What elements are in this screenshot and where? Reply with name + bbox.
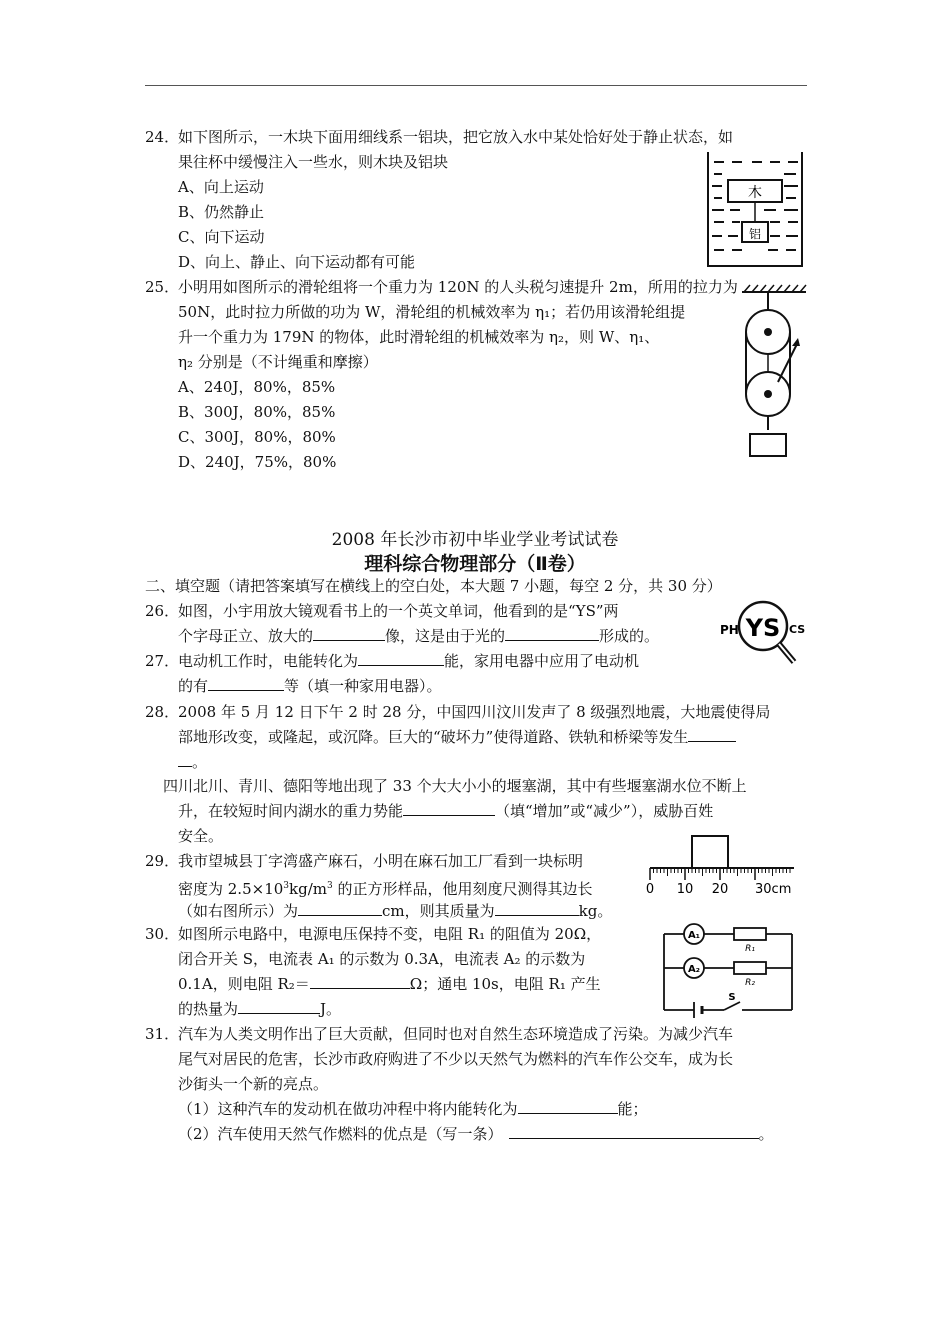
beaker-figure (704, 150, 806, 270)
answer-blank[interactable] (505, 626, 599, 641)
switch-label: S (728, 992, 736, 1003)
question-number: 31． (145, 1025, 180, 1043)
superscript: 3 (283, 881, 290, 891)
letters-ph: PH (720, 623, 739, 637)
question-text (178, 626, 659, 646)
ruler-tick-label: 20 (711, 882, 729, 897)
answer-blank[interactable] (509, 1124, 759, 1139)
question-text: 2008 年 5 月 12 日下午 2 时 28 分，中国四川汶川发声了 8 级强烈地震，大地震使得局 (178, 703, 771, 721)
question-text: η₂ 分别是（不计绳重和摩擦） (178, 353, 378, 371)
text-part: （2）汽车使用天然气作燃料的优点是（写一条） (178, 1125, 503, 1143)
text-part: 能； (617, 1100, 648, 1118)
text-part: 像，这是由于光的 (385, 627, 506, 645)
text-part: （填“增加”或“减少”），威胁百姓 (495, 802, 714, 820)
header-rule (145, 85, 807, 86)
answer-blank[interactable] (313, 626, 385, 641)
letters-cs: CS (789, 623, 806, 636)
superscript: 3 (326, 881, 333, 891)
text-part: 部地形改变，或隆起，或沉降。巨大的“破坏力”使得道路、铁轨和桥梁等发生 (178, 728, 689, 746)
question-text: 闭合开关 S，电流表 A₁ 的示数为 0.3A，电流表 A₂ 的示数为 (178, 950, 586, 968)
text-part: 能，家用电器中应用了电动机 (444, 652, 640, 670)
text-part: 等（填一种家用电器）。 (284, 677, 442, 695)
option-b: B、300J，80%，85% (178, 403, 336, 421)
ammeter-a1-icon: A₁ (687, 930, 701, 941)
sub-question-1 (178, 1099, 648, 1119)
question-text: 四川北川、青川、德阳等地出现了 33 个大大小小的堰塞湖，其中有些堰塞湖水位不断上 (163, 777, 747, 795)
resistor-r1-label: R₁ (745, 944, 755, 954)
text-part: Ω；通电 10s，电阻 R₁ 产生 (409, 975, 601, 993)
aluminum-label: 铝 (748, 227, 762, 241)
text-part: 形成的。 (599, 627, 660, 645)
text-part: （1）这种汽车的发动机在做功冲程中将内能转化为 (178, 1100, 518, 1118)
text-part: 0.1A，则电阻 R₂＝ (178, 975, 310, 993)
question-text (178, 901, 612, 921)
question-text (178, 727, 736, 747)
question-text (178, 974, 601, 994)
text-part: kg/m (289, 880, 327, 898)
question-text (178, 999, 341, 1019)
text-part: （如右图所示）为 (178, 902, 299, 920)
answer-blank[interactable] (238, 999, 320, 1014)
answer-blank[interactable] (518, 1099, 618, 1114)
option-a: A、240J，80%，85% (178, 378, 336, 396)
text-part: 电动机工作时，电能转化为 (178, 652, 359, 670)
text-part: 升，在较短时间内湖水的重力势能 (178, 802, 404, 820)
text-part: 的有 (178, 677, 209, 695)
letters-ys: YS (745, 614, 781, 642)
question-text (178, 801, 713, 821)
text-part: J。 (320, 1000, 342, 1018)
question-text (178, 676, 442, 696)
text-part: cm，则其质量为 (382, 902, 495, 920)
text-part: 。 (192, 753, 208, 771)
magnifier-figure (718, 596, 806, 668)
answer-blank[interactable] (310, 974, 410, 989)
option-d: D、240J，75%，80% (178, 453, 337, 471)
question-number: 26． (145, 602, 180, 620)
option-a: A、向上运动 (178, 178, 264, 196)
pulley-figure (738, 282, 810, 460)
answer-blank[interactable] (208, 676, 284, 691)
question-number: 25． (145, 278, 180, 296)
answer-blank[interactable] (178, 752, 192, 767)
option-d: D、向上、静止、向下运动都有可能 (178, 253, 416, 271)
question-text: 50N，此时拉力所做的功为 W，滑轮组的机械效率为 η₁；若仍用该滑轮组提 (178, 303, 686, 321)
text-part: 的热量为 (178, 1000, 239, 1018)
circuit-figure (658, 918, 800, 1018)
part-title: 理科综合物理部分（Ⅱ卷） (364, 553, 586, 575)
text-part: kg。 (578, 902, 613, 920)
question-text: 沙街头一个新的亮点。 (178, 1075, 329, 1093)
sub-question-2 (178, 1124, 774, 1144)
question-text: 果往杯中缓慢注入一些水，则木块及铝块 (178, 153, 449, 171)
question-text: 如图所示电路中，电源电压保持不变，电阻 R₁ 的阻值为 20Ω， (178, 925, 602, 943)
question-number: 30． (145, 925, 180, 943)
option-c: C、向下运动 (178, 228, 265, 246)
question-text (178, 651, 639, 671)
question-text: 升一个重力为 179N 的物体，此时滑轮组的机械效率为 η₂，则 W、η₁、 (178, 328, 660, 346)
question-text: 如图，小宇用放大镜观看书上的一个英文单词，他看到的是“YS”两 (178, 602, 619, 620)
wood-label: 木 (748, 185, 762, 201)
question-text: 尾气对居民的危害，长沙市政府购进了不少以天然气为燃料的汽车作公交车，成为长 (178, 1050, 734, 1068)
question-text (178, 876, 593, 899)
text-part: 的正方形样品，他用刻度尺测得其边长 (332, 880, 593, 898)
ruler-tick-label: 10 (676, 882, 694, 897)
question-text: 我市望城县丁字湾盛产麻石，小明在麻石加工厂看到一块标明 (178, 852, 584, 870)
ruler-tick-label: 30cm (755, 882, 792, 897)
question-text: 小明用如图所示的滑轮组将一个重力为 120N 的人头税匀速提升 2m，所用的拉力为 (178, 278, 738, 296)
ammeter-a2-icon: A₂ (687, 964, 701, 975)
option-c: C、300J，80%，80% (178, 428, 336, 446)
question-text (178, 752, 207, 772)
question-number: 27． (145, 652, 180, 670)
answer-blank[interactable] (298, 901, 382, 916)
text-part: 个字母正立、放大的 (178, 627, 314, 645)
question-number: 28． (145, 703, 180, 721)
resistor-r2-label: R₂ (745, 978, 755, 988)
ruler-figure (646, 834, 796, 898)
section-heading: 二、填空题（请把答案填写在横线上的空白处，本大题 7 小题，每空 2 分，共 30 分） (145, 577, 722, 595)
text-part: 密度为 2.5×10 (178, 880, 284, 898)
option-b: B、仍然静止 (178, 203, 265, 221)
question-text: 汽车为人类文明作出了巨大贡献，但同时也对自然生态环境造成了污染。为减少汽车 (178, 1025, 734, 1043)
question-number: 29． (145, 852, 180, 870)
text-part: 。 (758, 1125, 774, 1143)
answer-blank[interactable] (688, 727, 736, 742)
question-number: 24． (145, 128, 180, 146)
ruler-tick-label: 0 (646, 882, 655, 897)
answer-blank[interactable] (495, 901, 579, 916)
question-text: 安全。 (178, 827, 224, 845)
exam-title: 2008 年长沙市初中毕业学业考试试卷 (331, 530, 619, 550)
answer-blank[interactable] (403, 801, 495, 816)
answer-blank[interactable] (358, 651, 444, 666)
question-text: 如下图所示，一木块下面用细线系一铝块，把它放入水中某处恰好处于静止状态，如 (178, 128, 734, 146)
